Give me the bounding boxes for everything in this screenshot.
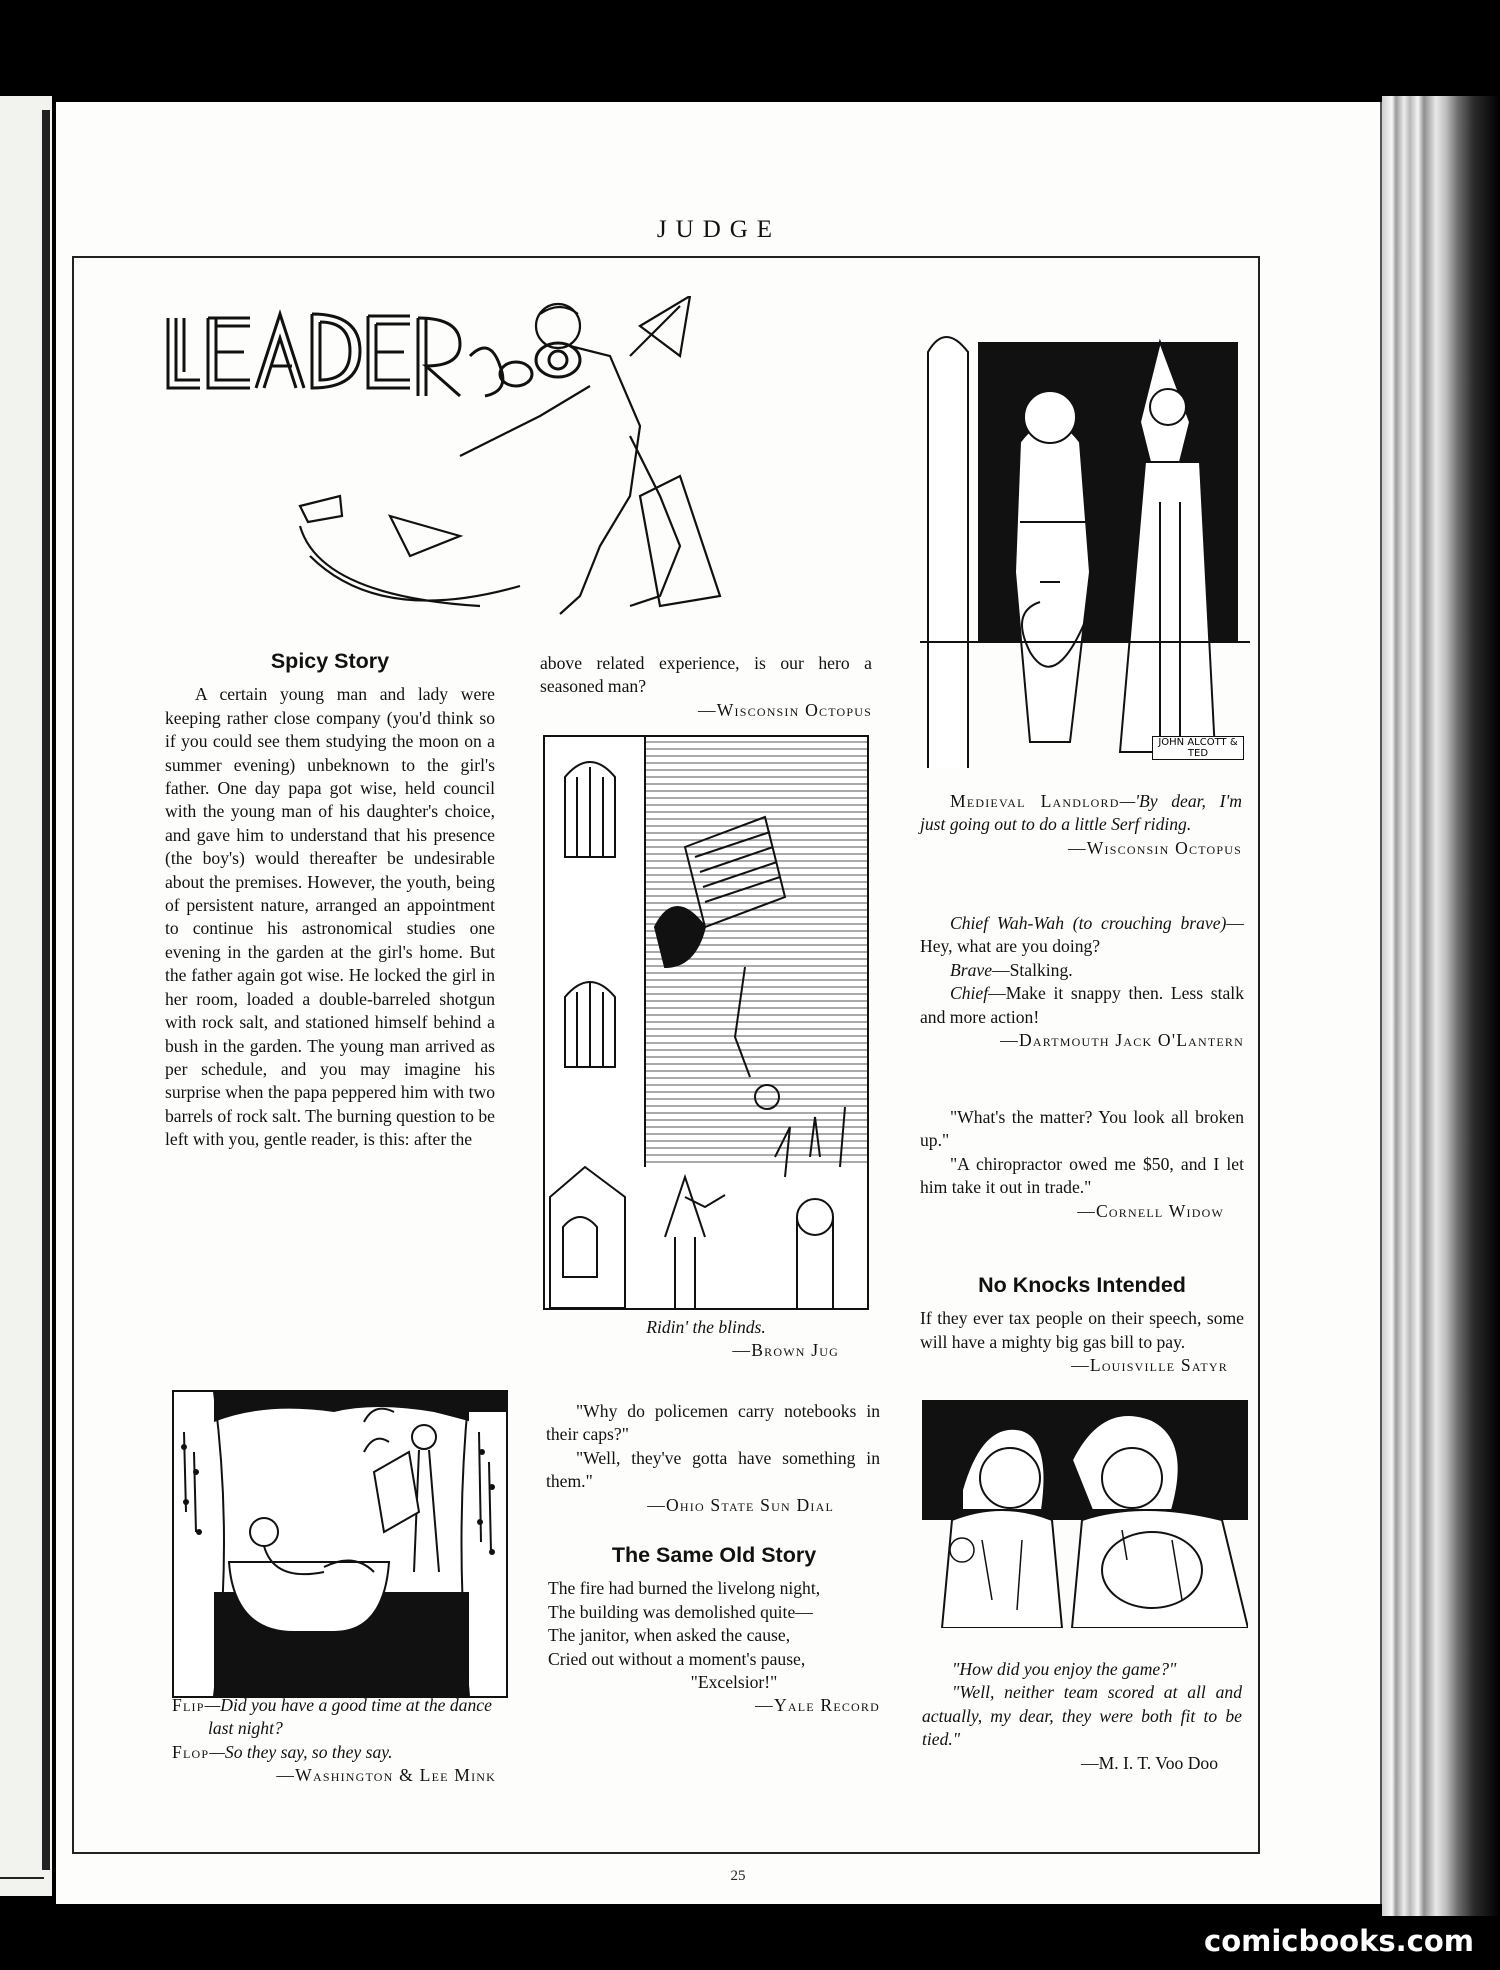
bathtub-cartoon [172,1390,508,1698]
spicy-story-continued-text: above related experience, is our hero a seasoned man? [540,653,872,697]
page-number: 25 [730,1868,746,1884]
landlord-source: —Wisconsin Octopus [1067,837,1242,858]
landlord-caption-speaker: Medieval Landlord [950,791,1120,811]
flop-line: —So they say, so they say. [209,1741,393,1762]
landlord-signature: JOHN ALCOTT & TED [1152,736,1244,760]
landlord-caption-line: —'By dear, I'm just going out to do a little Serf riding. [920,791,1242,835]
blinds-caption: Ridin' the blinds. [646,1317,766,1337]
voodoo-line2: "Well, neither team scored at all and actually, my dear, they were both fit to be tied." [922,1682,1242,1750]
policemen-line1: "Why do policemen carry notebooks in their caps?" [546,1401,880,1445]
policemen-joke [546,1400,880,1517]
spicy-story-column [165,650,495,1152]
brave-speaker: Brave [950,959,993,980]
flip-line: —Did you have a good time at the dance last night? [204,1695,492,1739]
site-watermark: comicbooks.com [1204,1924,1474,1958]
bathtub-drawing [174,1392,506,1696]
voodoo-line1: "How did you enjoy the game?" [952,1659,1177,1679]
landlord-caption-block [920,790,1242,860]
verse-line-1: The fire had burned the livelong night, [548,1578,821,1599]
book-page-edges [1382,96,1500,1916]
voodoo-joke [922,1658,1242,1775]
blinds-caption-block [543,1316,869,1363]
chief-source: —Dartmouth Jack O'Lantern [1000,1030,1244,1051]
same-old-story-exclaim: "Excelsior!" [690,1672,778,1693]
policemen-source: —Ohio State Sun Dial [647,1494,834,1515]
flip-flop-caption [172,1694,496,1788]
no-knocks-body: If they ever tax people on their speech, some will have a mighty big gas bill to pay. [920,1308,1244,1352]
spicy-story-body: A certain young man and lady were keeping rather close company (you'd think so if you could see them studying the moon on a summer evening) unbeknown to the girl's father. One day papa got wise, held council with the young man of his daughter's choice, and gave him to understand that his presence (the boy's) would thereafter be undesirable about the premises. However, the youth, being of persistent nature, arranged an appointment to continue his astronomical studies one evening in the garden at the girl's home. But the father again got wise. He locked the girl in her room, loaded a double-barreled shotgun with rock salt, and stationed himself behind a bush in the garden. The young man arrived as per schedule, and you may imagine his surprise when the papa peppered him with two barrels of rock salt. The burning question to be left with you, gentle reader, is this: after the [165,684,495,1150]
blinds-source: —Brown Jug [732,1340,839,1361]
chiropractor-line2: "A chiropractor owed me $50, and I let him take it out in trade." [920,1153,1244,1198]
leaders-illustration [160,296,735,626]
brave-line: —Stalking. [992,959,1073,980]
leaders-cheerleader-drawing [160,296,735,626]
same-old-story [548,1544,880,1718]
chiropractor-joke [920,1106,1244,1223]
ladies-drawing [922,1400,1248,1628]
same-old-story-verse [548,1577,880,1671]
no-knocks-section [920,1274,1244,1378]
policemen-line2: "Well, they've gotta have something in them." [546,1447,880,1492]
spicy-story-source: —Wisconsin Octopus [697,699,872,720]
chief-line1-speaker: Chief Wah-Wah (to crouching brave) [950,913,1227,933]
previous-page-rule [0,1877,44,1879]
chief-line3: —Make it snappy then. Less stalk and more action! [920,983,1244,1027]
same-old-story-source: —Yale Record [755,1695,880,1716]
binding-shadow [42,110,50,1870]
verse-line-2: The building was demolished quite— [548,1601,813,1622]
chief-line1: —Hey, what are you doing? [920,913,1244,957]
chief-line3-speaker: Chief [950,983,989,1004]
blinds-cartoon [543,735,869,1310]
ladies-cartoon [922,1400,1248,1628]
verse-line-3: The janitor, when asked the cause, [548,1625,791,1646]
magazine-title: JUDGE [656,216,782,243]
spicy-story-title: Spicy Story [270,649,390,673]
flip-flop-source: —Washington & Lee Mink [276,1765,496,1786]
verse-line-4: Cried out without a moment's pause, [548,1648,806,1669]
no-knocks-title: No Knocks Intended [978,1273,1186,1297]
no-knocks-source: —Louisville Satyr [1071,1355,1228,1376]
spicy-story-continuation [540,652,872,722]
same-old-story-title: The Same Old Story [611,1543,817,1567]
chief-joke [920,912,1244,1052]
voodoo-source: —M. I. T. Voo Doo [1080,1752,1218,1773]
landlord-cartoon [920,322,1250,768]
landlord-drawing [920,322,1250,768]
chiropractor-line1: "What's the matter? You look all broken up." [920,1107,1244,1151]
flop-speaker: Flop [172,1741,210,1762]
chiropractor-source: —Cornell Widow [1077,1200,1224,1221]
flip-speaker: Flip [172,1695,205,1715]
blinds-building-drawing [545,737,867,1308]
